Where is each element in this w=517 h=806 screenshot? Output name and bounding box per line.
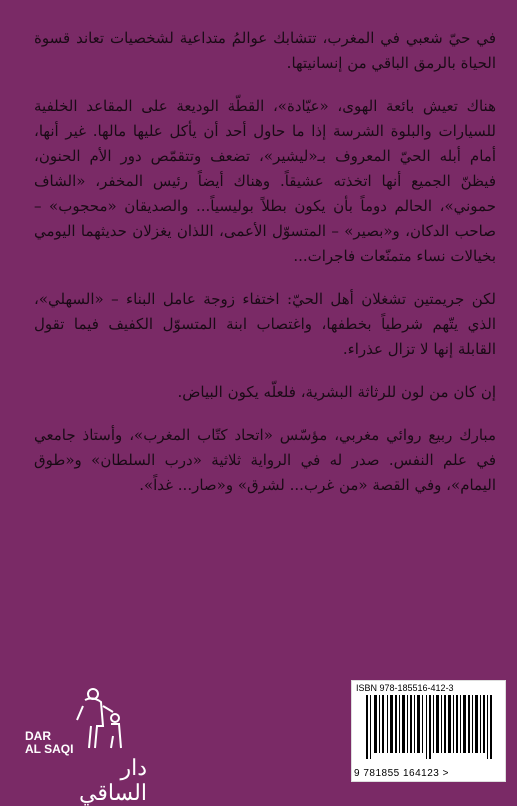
paragraph-crimes: لكن جريمتين تشغلان أهل الحيّ: اختفاء زوجة عامل البناء – «السهلي»، الذي يتّهم شرطياً بخطفها، واغتصاب ابنة المتسوّل الكفيف فيما تقول القابلة إنها لا تزال عذراء. <box>34 290 496 358</box>
publisher-latin-name: DAR AL SAQI <box>25 729 74 756</box>
publisher-logo <box>25 686 147 806</box>
isbn-label: ISBN 978-185516-412-3 <box>356 683 454 693</box>
barcode-icon <box>366 695 494 759</box>
blurb-text <box>34 26 496 516</box>
barcode-number: 9 781855 164123 > <box>354 768 449 779</box>
paragraph-quote: إن كان من لون للرثاثة البشرية، فلعلّه يكون البياض. <box>177 383 496 401</box>
publisher-arabic-name: دار الساقي <box>79 756 147 806</box>
paragraph-intro: في حيّ شعبي في المغرب، تتشابك عوالمُ متداعية لشخصيات تعاند قسوة الحياة بالرمق الباقي من إنسانيتها. <box>34 29 496 72</box>
paragraph-author-bio: مبارك ربيع روائي مغربي، مؤسّس «اتحاد كتّاب المغرب»، وأستاذ جامعي في علم النفس. صدر له في الرواية ثلاثية «درب السلطان» و«طوق اليمام»، وفي القصة «من غرب... لشرق» و«صار... غداً». <box>34 426 496 494</box>
isbn-barcode <box>351 680 506 782</box>
figures-icon <box>63 686 133 756</box>
paragraph-characters: هناك تعيش بائعة الهوى، «عيّادة»، القطّة الوديعة على المقاعد الخلفية للسيارات والبلوة الشرسة إذا ما حاول أحد أن يأكل عليها مالها. غير أنها، أمام أبله الحيّ المعروف بـ«ليشير»، تضعف وتتقمّص دور الأم الحنون، فيظنّ الجميع أنها اتخذته عشيقاً. وهناك أيضاً رئيس المخفر، «الشاف حموني»، الحالم دوماً بأن يكون بطلاً بوليسياً... والصديقان «محجوب» – صاحب الدكان، و«بصير» – المتسوّل الأعمى، اللذان يغزلان حديثهما اليومي بخيالات نساء متمنّعات فاجرات... <box>34 97 496 265</box>
